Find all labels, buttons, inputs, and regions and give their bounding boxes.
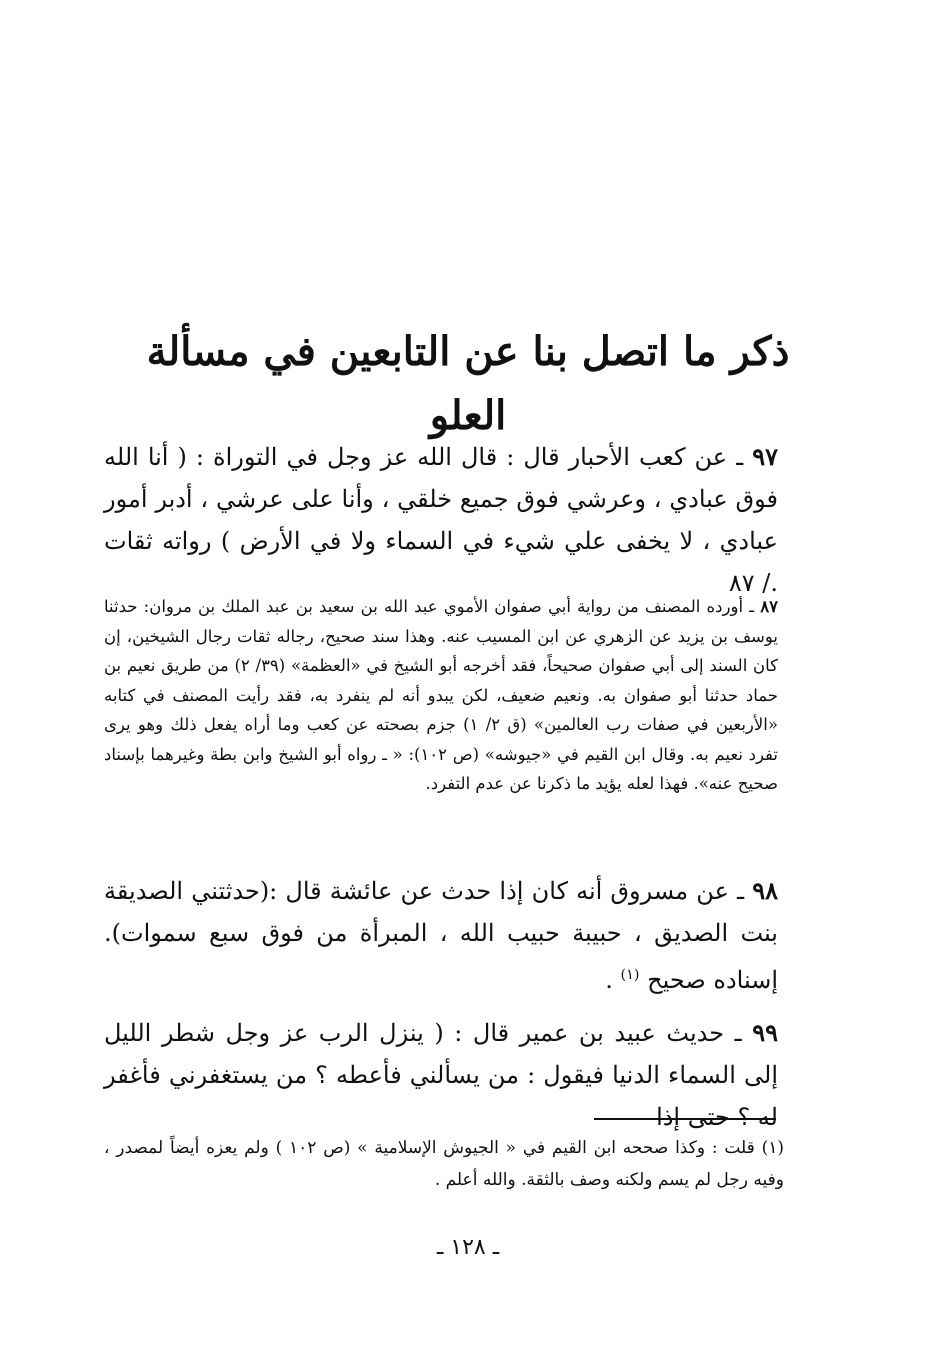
paragraph-97	[104, 436, 778, 604]
paragraph-number: ٩٩	[752, 1018, 778, 1047]
paragraph-text: ـ حديث عبيد بن عمير قال : ( ينزل الرب عز وجل شطر الليل إلى السماء الدنيا فيقول : من يسألني فأعطه ؟ من يستغفرني فأغفر له ؟ حتى إذا	[104, 1019, 778, 1131]
note-number: ٨٧	[760, 597, 778, 616]
footnote	[104, 1132, 784, 1196]
section-title: ذكر ما اتصل بنا عن التابعين في مسألة العلو	[146, 328, 790, 439]
paragraph-number: ٩٨	[752, 876, 778, 905]
footnote-text: قلت : وكذا صححه ابن القيم في « الجيوش الإسلامية » (ص ١٠٢ ) ولم يعزه أيضاً لمصدر ، وفيه رجل لم يسم ولكنه وصف بالثقة. والله أعلم .	[104, 1138, 784, 1190]
footnote-marker: (١)	[761, 1138, 784, 1158]
paragraph-text: ـ عن كعب الأحبار قال : قال الله عز وجل في التوراة : ( أنا الله فوق عبادي ، وعرشي فوق جميع خلقي ، وأنا على عرشي ، أدبر أمور عبادي ، لا يخفى علي شيء في السماء ولا في الأرض ) رواته ثقات ./ ٨٧	[104, 443, 778, 597]
page-number: ـ ١٢٨ ـ	[436, 1235, 500, 1260]
paragraph-number: ٩٧	[752, 442, 778, 471]
paragraph-end: .	[605, 966, 621, 994]
footnote-separator	[594, 1118, 776, 1120]
note-text: ـ أورده المصنف من رواية أبي صفوان الأموي عبد الله بن سعيد بن عبد الملك بن مروان: حدثنا يوسف بن يزيد عن الزهري عن ابن المسيب عنه. وهذا سند صحيح، رجاله ثقات رجال الشيخين، إن كان السند إلى أبي صفوان صحيحاً، فقد أخرجه أبو الشيخ في «العظمة» (٣٩/ ٢) من طريق نعيم بن حماد حدثنا أبو صفوان به. ونعيم ضعيف، لكن يبدو أنه لم ينفرد به، فقد رأيت المصنف في كتابه «الأربعين في صفات رب العالمين» (ق ٢/ ١) جزم بصحته عن كعب وما أراه يفعل ذلك وهو يرى تفرد نعيم به. وقال ابن القيم في «جيوشه» (ص ١٠٢): « ـ رواه أبو الشيخ وابن بطة وغيرهما بإسناد صحيح عنه». فهذا لعله يؤيد ما ذكرنا عن عدم التفرد.	[104, 597, 778, 793]
editor-note-87	[104, 592, 778, 799]
paragraph-98	[104, 870, 778, 1001]
paragraph-text: ـ عن مسروق أنه كان إذا حدث عن عائشة قال :(حدثتني الصديقة بنت الصديق ، حبيبة حبيب الله ، المبرأة من فوق سبع سموات). إسناده صحيح	[104, 877, 778, 994]
footnote-marker: (١)	[620, 967, 640, 983]
